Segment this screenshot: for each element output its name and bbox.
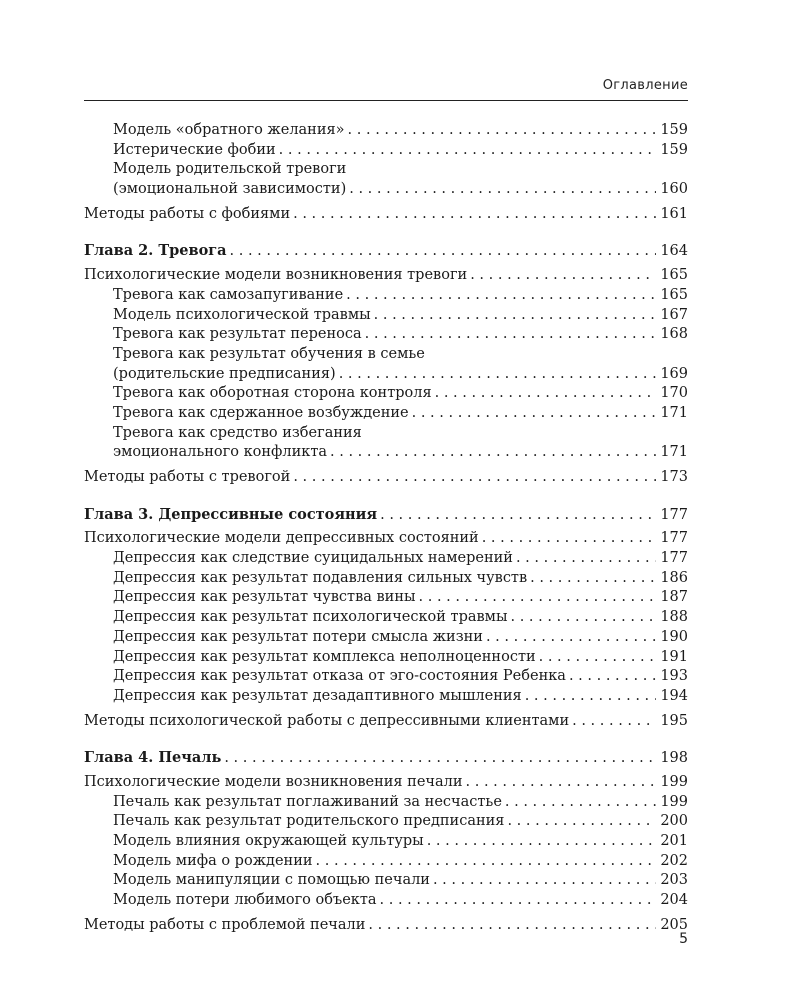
toc-entry <box>84 667 688 687</box>
toc-entry-title: (родительские предписания) <box>113 365 339 385</box>
toc-entry-page: 171 <box>660 404 688 421</box>
toc-entry-title: Депрессия как результат отказа от эго-состояния Ребенка <box>113 667 569 687</box>
toc-entry <box>84 852 688 872</box>
toc-entry <box>84 384 688 404</box>
toc-entry <box>84 628 688 648</box>
toc-entry <box>84 588 688 608</box>
leader-dots <box>516 549 656 569</box>
toc-entry-title: Депрессия как результат психологической травмы <box>113 608 511 628</box>
toc-entry-title: Модель влияния окружающей культуры <box>113 832 427 852</box>
toc-entry-page: 202 <box>660 852 688 869</box>
toc-entry-title: Модель манипуляции с помощью печали <box>113 871 433 891</box>
leader-dots <box>572 712 656 732</box>
toc-chapter <box>84 241 688 261</box>
toc-entry-title: Методы работы с тревогой <box>84 468 293 488</box>
toc-entry-page: 177 <box>660 530 688 547</box>
toc-entry <box>84 871 688 891</box>
toc-entry <box>84 549 688 569</box>
toc-entry <box>84 773 688 793</box>
toc-entry-title: Истерические фобии <box>113 141 279 161</box>
toc-entry-title-line: Тревога как средство избегания <box>113 424 362 441</box>
toc-entry-page: 195 <box>660 712 688 729</box>
leader-dots <box>224 749 656 769</box>
leader-dots <box>348 121 656 141</box>
leader-dots <box>511 608 657 628</box>
leader-dots <box>346 286 656 306</box>
leader-dots <box>433 871 656 891</box>
toc-entry-title: Депрессия как следствие суицидальных намерений <box>113 549 516 569</box>
toc-entry <box>84 424 688 444</box>
toc-entry-title: Модель мифа о рождении <box>113 852 316 872</box>
toc-entry <box>84 345 688 365</box>
toc-chapter-title: Глава 4. Печаль <box>84 748 224 768</box>
toc-entry <box>84 286 688 306</box>
toc-entry-page: 200 <box>660 813 688 830</box>
toc-entry-page: 169 <box>660 365 688 382</box>
toc-entry-page: 177 <box>660 550 688 567</box>
leader-dots <box>435 384 656 404</box>
toc-entry <box>84 712 688 732</box>
toc-entry-page: 186 <box>660 569 688 586</box>
toc-entry-page: 170 <box>660 385 688 402</box>
toc-entry-title: Методы работы с проблемой печали <box>84 916 368 936</box>
toc-entry-page: 199 <box>660 773 688 790</box>
leader-dots <box>482 529 656 549</box>
toc-entry-title: Печаль как результат родительского предписания <box>113 812 507 832</box>
toc-entry-title: Тревога как самозапугивание <box>113 286 346 306</box>
toc-entry-page: 160 <box>660 181 688 198</box>
toc-entry-title: Психологические модели возникновения тревоги <box>84 266 470 286</box>
toc-entry-page: 203 <box>660 872 688 889</box>
toc-entry-title: Тревога как результат переноса <box>113 325 365 345</box>
leader-dots <box>470 266 656 286</box>
toc-entry-title-line: Тревога как результат обучения в семье <box>113 345 425 362</box>
toc-entry <box>84 529 688 549</box>
toc-entry-page: 190 <box>660 628 688 645</box>
toc-entry-page: 193 <box>660 668 688 685</box>
toc-entry-title: Депрессия как результат подавления сильных чувств <box>113 569 530 589</box>
table-of-contents <box>84 121 688 935</box>
toc-entry <box>84 891 688 911</box>
toc-entry-title: Психологические модели депрессивных состояний <box>84 529 482 549</box>
toc-entry <box>84 812 688 832</box>
toc-chapter <box>84 505 688 525</box>
toc-entry-title: Печаль как результат поглаживаний за несчастье <box>113 793 505 813</box>
toc-entry-page: 159 <box>660 141 688 158</box>
toc-entry-title: Психологические модели возникновения печали <box>84 773 466 793</box>
leader-dots <box>339 365 656 385</box>
leader-dots <box>349 180 656 200</box>
toc-entry-page: 199 <box>660 793 688 810</box>
toc-entry <box>84 325 688 345</box>
toc-entry-title: Депрессия как результат комплекса неполноценности <box>113 648 539 668</box>
toc-chapter-title: Глава 3. Депрессивные состояния <box>84 505 380 525</box>
toc-entry-page: 161 <box>660 205 688 222</box>
leader-dots <box>569 667 656 687</box>
toc-entry <box>84 266 688 286</box>
toc-entry-title: Методы работы с фобиями <box>84 205 293 225</box>
toc-entry-page: 165 <box>660 267 688 284</box>
running-head: Оглавление <box>602 78 688 93</box>
leader-dots <box>316 852 656 872</box>
toc-entry-title: эмоционального конфликта <box>113 443 330 463</box>
toc-entry <box>84 365 688 385</box>
toc-entry-page: 173 <box>660 469 688 485</box>
toc-entry <box>84 180 688 200</box>
page-number: 5 <box>679 931 688 947</box>
toc-entry-title: Модель «обратного желания» <box>113 121 348 141</box>
toc-entry <box>84 608 688 628</box>
toc-entry-page: 167 <box>660 306 688 323</box>
leader-dots <box>374 306 656 326</box>
leader-dots <box>525 687 656 707</box>
toc-entry <box>84 443 688 463</box>
toc-entry-title: Методы психологической работы с депрессивными клиентами <box>84 712 572 732</box>
toc-entry-page: 204 <box>660 892 688 909</box>
toc-entry-title: (эмоциональной зависимости) <box>113 180 349 200</box>
leader-dots <box>412 404 656 424</box>
toc-entry-title: Депрессия как результат потери смысла жизни <box>113 628 486 648</box>
toc-entry-page: 168 <box>660 326 688 343</box>
toc-entry-page: 205 <box>660 916 688 933</box>
toc-entry-page: 194 <box>660 687 688 704</box>
leader-dots <box>230 242 656 262</box>
leader-dots <box>330 443 656 463</box>
toc-entry-page: 187 <box>660 589 688 606</box>
leader-dots <box>380 891 656 911</box>
toc-chapter <box>84 748 688 768</box>
toc-entry-title: Тревога как сдержанное возбуждение <box>113 404 412 424</box>
leader-dots <box>419 588 656 608</box>
toc-entry-page: 201 <box>660 833 688 849</box>
toc-entry-title: Депрессия как результат дезадаптивного мышления <box>113 687 525 707</box>
toc-entry-title: Модель психологической травмы <box>113 306 374 326</box>
toc-entry <box>84 141 688 161</box>
leader-dots <box>486 628 656 648</box>
leader-dots <box>505 793 656 813</box>
toc-entry <box>84 205 688 225</box>
toc-entry <box>84 569 688 589</box>
toc-entry <box>84 793 688 813</box>
toc-entry <box>84 648 688 668</box>
leader-dots <box>427 832 656 852</box>
toc-entry-page: 177 <box>660 506 688 523</box>
leader-dots <box>466 773 656 793</box>
toc-entry-title: Тревога как оборотная сторона контроля <box>113 384 435 404</box>
leader-dots <box>293 205 656 225</box>
toc-entry-page: 171 <box>660 444 688 461</box>
toc-entry-page: 159 <box>660 122 688 138</box>
toc-entry <box>84 121 688 141</box>
leader-dots <box>293 468 656 488</box>
toc-entry <box>84 687 688 707</box>
toc-entry-page: 188 <box>660 609 688 626</box>
leader-dots <box>279 141 656 161</box>
toc-entry <box>84 404 688 424</box>
toc-entry <box>84 160 688 180</box>
toc-entry-title: Депрессия как результат чувства вины <box>113 588 419 608</box>
leader-dots <box>380 506 656 526</box>
toc-entry-page: 198 <box>660 750 688 767</box>
leader-dots <box>530 569 656 589</box>
toc-entry-page: 191 <box>660 648 688 665</box>
header-rule <box>84 100 688 101</box>
toc-chapter-title: Глава 2. Тревога <box>84 241 230 261</box>
toc-entry <box>84 832 688 852</box>
toc-entry-title: Модель потери любимого объекта <box>113 891 380 911</box>
toc-entry-page: 165 <box>660 286 688 303</box>
leader-dots <box>539 648 656 668</box>
leader-dots <box>365 325 656 345</box>
toc-entry-page: 164 <box>660 243 688 260</box>
leader-dots <box>507 812 656 832</box>
toc-entry-title-line: Модель родительской тревоги <box>113 161 347 178</box>
toc-entry <box>84 468 688 488</box>
toc-entry <box>84 306 688 326</box>
